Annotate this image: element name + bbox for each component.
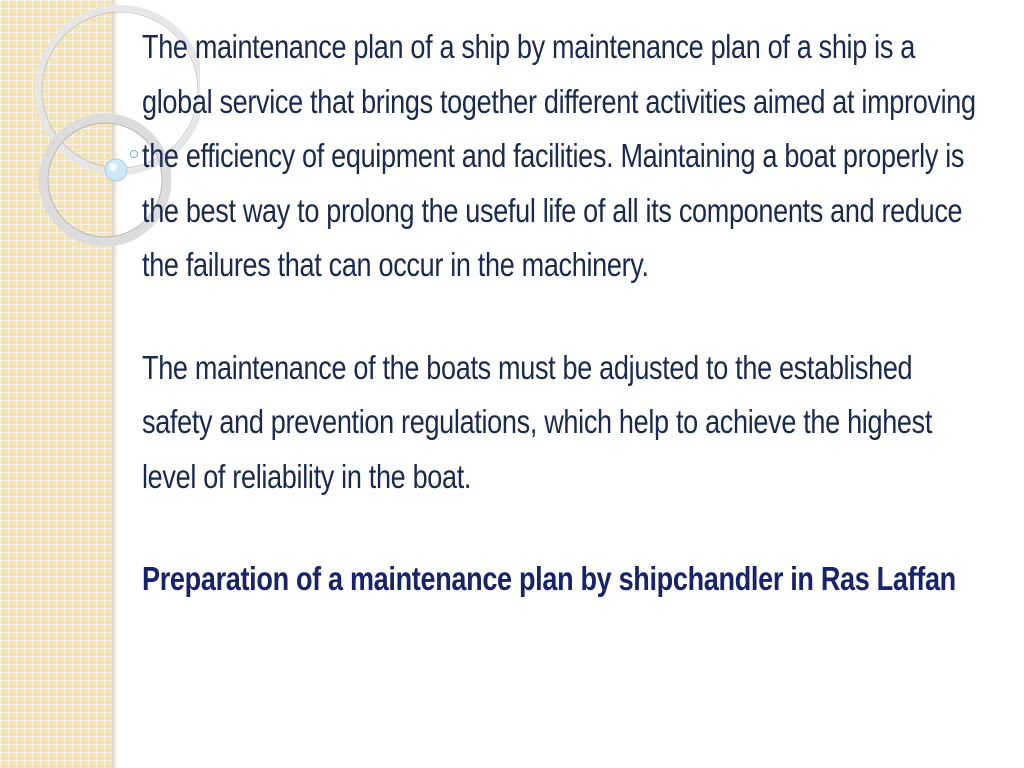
paragraph-2: The maintenance of the boats must be adjusted to the established safety and prevention regulations, which help to achieve the highest level of reliability in the boat. <box>142 348 933 495</box>
side-panel-shadow <box>112 0 118 768</box>
decorative-side-panel <box>0 0 112 768</box>
slide-heading: Preparation of a maintenance plan by shipchandler in Ras Laffan <box>142 560 956 597</box>
bullet-dot <box>131 151 138 158</box>
slide-content <box>142 20 982 607</box>
paragraph-1: The maintenance plan of a ship by maintenance plan of a ship is a global service that brings together different activities aimed at improving the efficiency of equipment and facilities. Maintaining a boat properly is the best way to prolong the useful life of all its components and reduce the failures that can occur in the machinery. <box>142 28 976 283</box>
